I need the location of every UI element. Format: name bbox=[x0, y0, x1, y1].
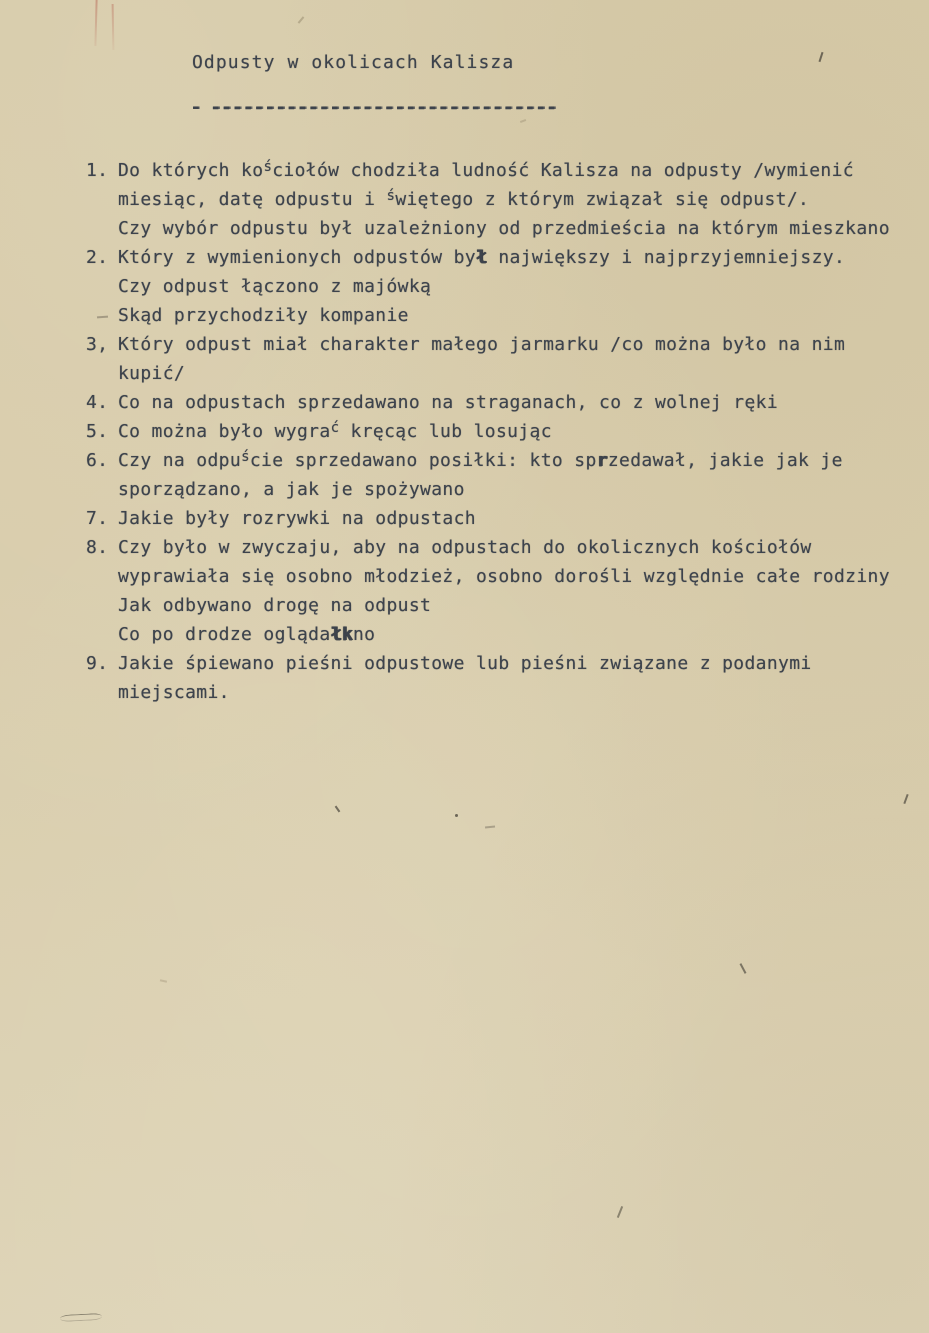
question-text bbox=[118, 649, 896, 707]
question-text bbox=[118, 446, 896, 504]
question-item bbox=[86, 533, 896, 649]
question-line: Jakie śpiewano pieśni odpustowe lub pieśni związane z podanymi bbox=[118, 653, 812, 674]
question-text bbox=[118, 533, 896, 649]
question-number: 7. bbox=[86, 508, 109, 529]
question-text bbox=[118, 330, 896, 388]
question-item bbox=[86, 446, 896, 504]
question-line: Czy było w zwyczaju, aby na odpustach do okolicznych kościołów bbox=[118, 537, 812, 558]
question-line: Który odpust miał charakter małego jarmarku /co można było na nim bbox=[118, 334, 846, 355]
question-line: Do których $ko^ściołów$ chodziła ludność Kalisza na odpusty /wymienić bbox=[118, 159, 854, 181]
overstruck-letter: r bbox=[596, 450, 608, 471]
paper-speck bbox=[903, 794, 908, 804]
question-line: Co można było wygra$^ć$ kręcąc lub losując bbox=[118, 420, 552, 442]
question-number: 2. bbox=[86, 247, 109, 268]
question-line: wyprawiała się osobno młodzież, osobno dorośli względnie całe rodziny bbox=[118, 566, 890, 587]
title-underline-prefix: - bbox=[190, 97, 202, 118]
red-crease-mark bbox=[94, 0, 97, 46]
question-number: 1. bbox=[86, 160, 109, 181]
question-text bbox=[118, 504, 896, 533]
question-text bbox=[118, 243, 896, 330]
page-title: Odpusty w okolicach Kalisza bbox=[192, 52, 515, 73]
question-number: 6. bbox=[86, 450, 109, 471]
question-item bbox=[86, 156, 896, 243]
question-number: 8. bbox=[86, 537, 109, 558]
pencil-mark bbox=[60, 1313, 102, 1322]
question-line: kupić/ bbox=[118, 363, 186, 384]
paper-speck bbox=[740, 963, 747, 974]
question-text bbox=[118, 156, 896, 243]
question-line: Czy odpust łączono z majówką bbox=[118, 276, 432, 297]
question-number: 3, bbox=[86, 334, 109, 355]
pencil-mark bbox=[819, 52, 824, 62]
question-line: Jakie były rozrywki na odpustach bbox=[118, 508, 476, 529]
paper-speck bbox=[160, 979, 167, 982]
question-number: 5. bbox=[86, 421, 109, 442]
question-item bbox=[86, 243, 896, 330]
title-underline bbox=[147, 76, 557, 139]
question-item bbox=[86, 330, 896, 388]
question-line: sporządzano, a jak je spożywano bbox=[118, 479, 465, 500]
question-line: miesiąc, datę odpustu i $^ś$więtego z którym związał się odpust/. bbox=[118, 188, 810, 210]
paper-speck bbox=[617, 1206, 623, 1218]
question-list bbox=[86, 156, 896, 707]
overstruck-letter: k bbox=[341, 624, 353, 645]
title-underline-dashes: -------------------------------- bbox=[210, 97, 557, 118]
question-line: Który z wymienionych odpustów był największy i najprzyjemniejszy. bbox=[118, 247, 846, 268]
red-crease-mark bbox=[112, 4, 115, 50]
question-line: Co na odpustach sprzedawano na straganach, co z wolnej ręki bbox=[118, 392, 779, 413]
overstruck-letter: ł bbox=[330, 624, 342, 645]
question-text bbox=[118, 388, 896, 417]
paper-speck bbox=[335, 806, 341, 813]
question-line: Jak odbywano drogę na odpust bbox=[118, 595, 432, 616]
question-line: Co po drodze oglądałkno bbox=[118, 624, 376, 645]
question-text bbox=[118, 417, 896, 446]
paper-speck bbox=[455, 814, 458, 817]
question-item bbox=[86, 388, 896, 417]
question-item bbox=[86, 504, 896, 533]
paper-speck bbox=[485, 825, 495, 828]
question-line: Czy wybór odpustu był uzależniony od przedmieścia na którym mieszkano bbox=[118, 218, 890, 239]
raised-letter: ś bbox=[241, 449, 250, 465]
question-number: 9. bbox=[86, 653, 109, 674]
raised-letter: ś bbox=[263, 159, 273, 175]
question-line: Skąd przychodziły kompanie bbox=[118, 305, 409, 326]
raised-letter: ć bbox=[330, 420, 340, 436]
question-number: 4. bbox=[86, 392, 109, 413]
paper-speck bbox=[298, 16, 305, 23]
question-line: Czy na odpu$^ś$cie sprzedawano posiłki: kto sprzedawał, jakie jak je bbox=[118, 449, 843, 471]
raised-letter: ś bbox=[386, 188, 396, 204]
question-item bbox=[86, 649, 896, 707]
overstruck-letter: ł bbox=[475, 247, 488, 268]
question-line: miejscami. bbox=[118, 682, 230, 703]
question-item bbox=[86, 417, 896, 446]
